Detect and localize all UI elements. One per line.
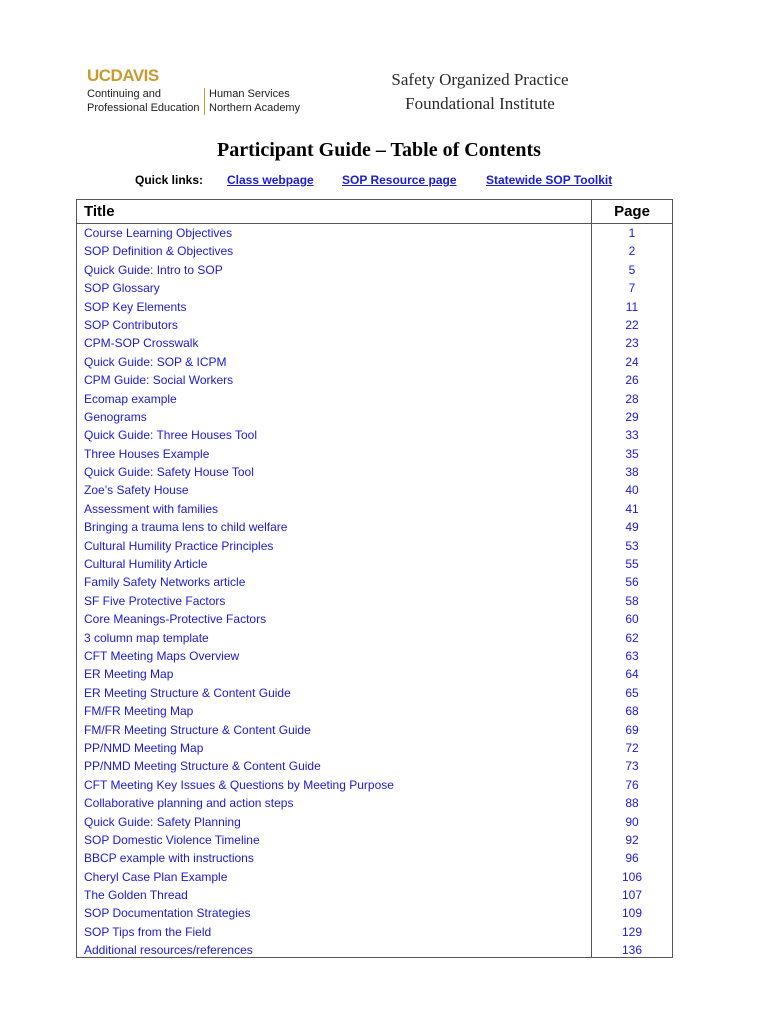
table-row[interactable]: [77, 831, 672, 849]
table-row[interactable]: [77, 298, 672, 316]
toc-entry-title[interactable]: Quick Guide: Intro to SOP: [84, 262, 223, 277]
toc-entry-page[interactable]: 88: [625, 796, 639, 811]
toc-entry-page[interactable]: 38: [625, 465, 639, 480]
toc-entry-title[interactable]: CPM-SOP Crosswalk: [84, 336, 199, 351]
table-row[interactable]: [77, 353, 672, 371]
table-row[interactable]: [77, 224, 672, 242]
toc-entry-page[interactable]: 55: [625, 557, 639, 572]
toc-entry-page[interactable]: 33: [625, 428, 639, 443]
logo-division-right: [209, 87, 300, 115]
table-row[interactable]: [77, 629, 672, 647]
toc-entry-title[interactable]: SOP Key Elements: [84, 299, 187, 314]
toc-entry-title[interactable]: Cultural Humility Practice Principles: [84, 538, 274, 553]
toc-header: [77, 200, 672, 224]
statewide-sop-toolkit-link[interactable]: Statewide SOP Toolkit: [486, 173, 613, 187]
logo-division-left: [87, 87, 200, 115]
table-row[interactable]: [77, 573, 672, 591]
logo-left-line1: Continuing and: [87, 88, 162, 100]
table-row[interactable]: [77, 555, 672, 573]
toc-entry-title[interactable]: Cultural Humility Article: [84, 557, 208, 572]
table-row[interactable]: [77, 684, 672, 702]
toc-entry-title[interactable]: FM/FR Meeting Structure & Content Guide: [84, 722, 311, 737]
toc-entry-title[interactable]: 3 column map template: [84, 630, 209, 645]
institute-title-line2: Foundational Institute: [405, 94, 555, 113]
toc-entry-page[interactable]: 49: [625, 520, 639, 535]
sop-resource-page-link[interactable]: SOP Resource page: [342, 173, 457, 187]
table-row[interactable]: [77, 923, 672, 941]
table-row[interactable]: [77, 610, 672, 628]
toc-entry-page[interactable]: 64: [625, 667, 639, 682]
table-row[interactable]: [77, 242, 672, 260]
table-row[interactable]: [77, 739, 672, 757]
toc-entry-page[interactable]: 76: [625, 777, 639, 792]
toc-entry-title[interactable]: PP/NMD Meeting Map: [84, 740, 204, 755]
toc-entry-page[interactable]: 5: [628, 262, 636, 277]
table-row[interactable]: [77, 721, 672, 739]
table-row[interactable]: [77, 647, 672, 665]
table-row[interactable]: [77, 537, 672, 555]
institute-title-line1: Safety Organized Practice: [391, 70, 569, 89]
table-row[interactable]: [77, 757, 672, 775]
table-row[interactable]: [77, 371, 672, 389]
table-row[interactable]: [77, 886, 672, 904]
toc-entry-page[interactable]: 62: [625, 630, 639, 645]
table-row[interactable]: [77, 279, 672, 297]
toc-entry-page[interactable]: 96: [625, 851, 639, 866]
table-row[interactable]: [77, 334, 672, 352]
toc-entry-title[interactable]: SOP Domestic Violence Timeline: [84, 832, 260, 847]
toc-entry-page[interactable]: 69: [625, 722, 639, 737]
toc-rows: [77, 224, 672, 960]
toc-entry-title[interactable]: SOP Contributors: [84, 317, 178, 332]
table-row[interactable]: [77, 463, 672, 481]
toc-entry-page[interactable]: 90: [625, 814, 639, 829]
toc-entry-page[interactable]: 23: [625, 336, 639, 351]
toc-entry-page[interactable]: 26: [625, 373, 639, 388]
toc-entry-title[interactable]: Course Learning Objectives: [84, 226, 233, 240]
toc-entry-page[interactable]: 29: [625, 409, 639, 424]
page-title: Participant Guide – Table of Contents: [217, 139, 541, 161]
table-row[interactable]: [77, 426, 672, 444]
logo-wordmark: UCDAVIS: [87, 66, 159, 85]
toc-entry-title[interactable]: Three Houses Example: [84, 446, 210, 461]
table-row[interactable]: [77, 868, 672, 886]
toc-entry-page[interactable]: 60: [625, 612, 639, 627]
toc-entry-title[interactable]: The Golden Thread: [84, 888, 188, 903]
table-of-contents: [76, 199, 673, 958]
toc-entry-page[interactable]: 107: [621, 888, 643, 903]
table-row[interactable]: [77, 941, 672, 959]
table-row[interactable]: [77, 665, 672, 683]
logo-right-line2: Northern Academy: [209, 102, 301, 114]
table-row[interactable]: [77, 408, 672, 426]
toc-entry-page[interactable]: 92: [625, 832, 639, 847]
toc-entry-page[interactable]: 129: [621, 924, 643, 939]
toc-entry-title[interactable]: Genograms: [84, 409, 147, 424]
toc-entry-page[interactable]: 72: [625, 740, 639, 755]
class-webpage-link[interactable]: Class webpage: [227, 173, 314, 187]
toc-entry-title[interactable]: CFT Meeting Maps Overview: [84, 648, 240, 663]
table-row[interactable]: [77, 794, 672, 812]
toc-entry-title[interactable]: Family Safety Networks article: [84, 575, 246, 590]
toc-entry-title[interactable]: Assessment with families: [84, 501, 219, 516]
toc-entry-page[interactable]: 73: [625, 759, 639, 774]
logo-divider: [204, 88, 205, 115]
toc-entry-page[interactable]: 63: [625, 648, 639, 663]
toc-entry-page[interactable]: 28: [625, 391, 639, 406]
table-row[interactable]: [77, 904, 672, 922]
toc-entry-page[interactable]: 35: [625, 446, 639, 461]
quick-links-label: Quick links:: [135, 173, 204, 187]
table-row[interactable]: [77, 702, 672, 720]
toc-entry-title[interactable]: Collaborative planning and action steps: [84, 796, 294, 811]
toc-entry-page[interactable]: 68: [625, 704, 639, 719]
toc-entry-page[interactable]: 58: [625, 593, 639, 608]
toc-entry-title[interactable]: Cheryl Case Plan Example: [84, 869, 228, 884]
table-row[interactable]: [77, 592, 672, 610]
toc-entry-title[interactable]: SOP Definition & Objectives: [84, 244, 234, 259]
toc-entry-page[interactable]: 7: [628, 281, 636, 296]
toc-entry-title[interactable]: CPM Guide: Social Workers: [84, 373, 234, 388]
toc-entry-title[interactable]: Quick Guide: Safety Planning: [84, 814, 241, 829]
toc-entry-page[interactable]: 11: [625, 299, 639, 314]
toc-entry-page[interactable]: 65: [625, 685, 639, 700]
toc-entry-page[interactable]: 22: [625, 317, 639, 332]
toc-entry-title[interactable]: SOP Documentation Strategies: [84, 906, 251, 921]
toc-entry-title[interactable]: Ecomap example: [84, 391, 177, 406]
institute-title: [350, 68, 610, 116]
toc-entry-page[interactable]: 109: [621, 906, 643, 921]
table-row[interactable]: [77, 390, 672, 408]
toc-entry-title[interactable]: BBCP example with instructions: [84, 851, 254, 866]
column-header-page: Page: [614, 203, 650, 220]
table-row[interactable]: [77, 849, 672, 867]
toc-entry-page[interactable]: 136: [621, 943, 643, 958]
table-row[interactable]: [77, 261, 672, 279]
toc-entry-title[interactable]: SOP Glossary: [84, 281, 160, 296]
toc-entry-page[interactable]: 40: [625, 483, 639, 498]
logo-right-line1: Human Services: [209, 88, 290, 100]
toc-entry-title[interactable]: Quick Guide: Safety House Tool: [84, 465, 254, 480]
toc-entry-title[interactable]: PP/NMD Meeting Structure & Content Guide: [84, 759, 321, 774]
toc-entry-title[interactable]: Quick Guide: Three Houses Tool: [84, 428, 257, 443]
table-row[interactable]: [77, 316, 672, 334]
toc-entry-title[interactable]: Zoe’s Safety House: [84, 483, 189, 498]
table-row[interactable]: [77, 481, 672, 499]
toc-entry-page[interactable]: 1: [628, 226, 636, 240]
toc-entry-title[interactable]: ER Meeting Structure & Content Guide: [84, 685, 291, 700]
toc-entry-title[interactable]: SF Five Protective Factors: [84, 593, 226, 608]
logo-left-line2: Professional Education: [87, 102, 200, 114]
toc-entry-title[interactable]: Bringing a trauma lens to child welfare: [84, 520, 288, 535]
toc-entry-title[interactable]: Core Meanings-Protective Factors: [84, 612, 267, 627]
toc-entry-page[interactable]: 41: [625, 501, 639, 516]
toc-entry-title[interactable]: Additional resources/references: [84, 943, 253, 958]
toc-entry-title[interactable]: CFT Meeting Key Issues & Questions by Meeting Purpose: [84, 777, 394, 792]
toc-entry-title[interactable]: ER Meeting Map: [84, 667, 174, 682]
ucdavis-logo: [87, 66, 327, 118]
table-row[interactable]: [77, 500, 672, 518]
toc-entry-page[interactable]: 24: [625, 354, 639, 369]
table-row[interactable]: [77, 776, 672, 794]
toc-entry-page[interactable]: 106: [621, 869, 643, 884]
toc-entry-title[interactable]: SOP Tips from the Field: [84, 924, 212, 939]
table-row[interactable]: [77, 445, 672, 463]
toc-entry-page[interactable]: 56: [625, 575, 639, 590]
toc-entry-title[interactable]: Quick Guide: SOP & ICPM: [84, 354, 227, 369]
toc-entry-page[interactable]: 53: [625, 538, 639, 553]
toc-entry-title[interactable]: FM/FR Meeting Map: [84, 704, 194, 719]
table-row[interactable]: [77, 813, 672, 831]
toc-entry-page[interactable]: 2: [628, 244, 636, 259]
table-row[interactable]: [77, 518, 672, 536]
column-header-title: Title: [84, 203, 115, 220]
